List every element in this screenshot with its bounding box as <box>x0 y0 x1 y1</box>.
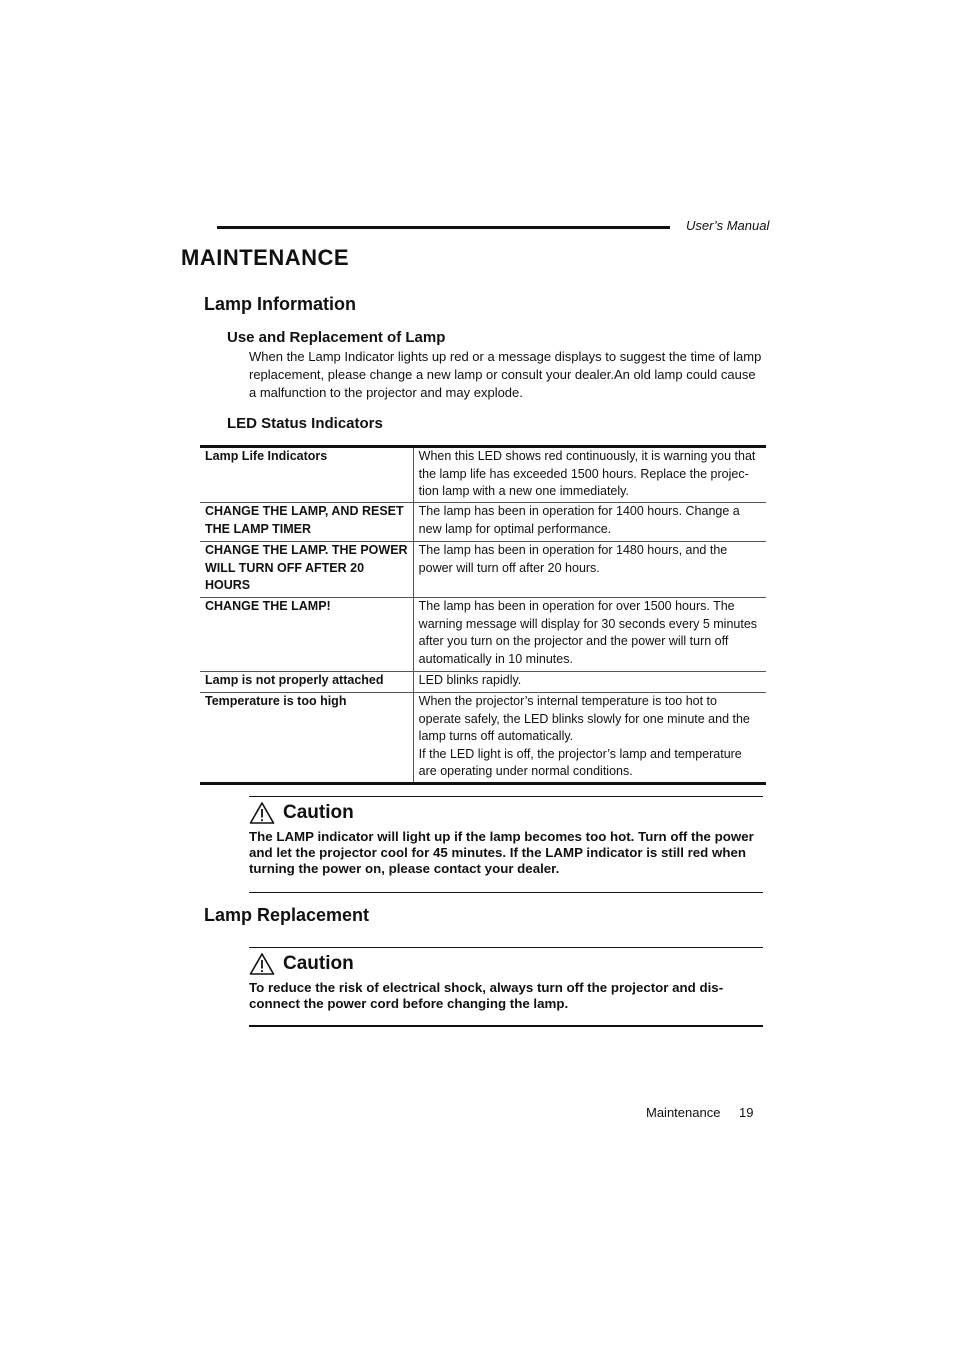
caution-text: The LAMP indicator will light up if the lamp becomes too hot. Turn off the power and let the projector cool for 45 minutes. If the LAMP indicator is still red when turning the power on, please contact your dealer. <box>249 829 754 876</box>
row-label: Lamp is not properly attached <box>200 672 413 693</box>
row-label: CHANGE THE LAMP. THE POWER WILL TURN OFF AFTER 20 HOURS <box>200 542 413 598</box>
warning-triangle-icon <box>249 952 275 976</box>
subheading-use-replacement: Use and Replacement of Lamp <box>227 329 446 346</box>
row-description: The lamp has been in operation for 1400 hours. Change a new lamp for optimal performance. <box>413 503 766 542</box>
row-description <box>413 693 766 784</box>
warning-triangle-icon <box>249 801 275 825</box>
section-heading-lamp-information: Lamp Information <box>204 294 356 314</box>
caution-title: Caution <box>283 953 354 974</box>
caution-text: To reduce the risk of electrical shock, always turn off the projector and dis-connect the power cord before changing the lamp. <box>249 980 724 1011</box>
table-row <box>200 542 766 598</box>
row-description: The lamp has been in operation for 1480 hours, and the power will turn off after 20 hours. <box>413 542 766 598</box>
row-label: CHANGE THE LAMP! <box>200 598 413 672</box>
footer-page-number: 19 <box>739 1105 754 1120</box>
table-row <box>200 447 766 503</box>
caution-title: Caution <box>283 802 354 823</box>
row-description-extra: If the LED light is off, the projector’s lamp and temperature are operating under normal conditions. <box>418 746 742 779</box>
led-status-table <box>200 445 766 785</box>
section-heading-lamp-replacement: Lamp Replacement <box>204 905 370 925</box>
table-row <box>200 503 766 542</box>
table-row <box>200 598 766 672</box>
footer-section-label: Maintenance <box>646 1105 721 1120</box>
page-title: MAINTENANCE <box>181 245 350 270</box>
row-description: LED blinks rapidly. <box>413 672 766 693</box>
row-description: When this LED shows red continuously, it is warning you that the lamp life has exceeded 1500 hours. Replace the projec-tion lamp with a new one immediately. <box>418 449 756 499</box>
row-label: Lamp Life Indicators <box>200 447 413 503</box>
row-label: Temperature is too high <box>200 693 413 784</box>
subheading-led-status: LED Status Indicators <box>227 415 383 432</box>
table-row <box>200 693 766 784</box>
caution-header <box>249 801 763 825</box>
row-description: The lamp has been in operation for over 1500 hours. The warning message will display for 30 seconds every 5 minutes after you turn on the projector and the power will turn off automatically in 10 minutes. <box>413 598 766 672</box>
row-description-main: When the projector’s internal temperature is too hot to operate safely, the LED blinks slowly for one minute and the lamp turns off automatically. <box>418 694 750 744</box>
use-replacement-paragraph: When the Lamp Indicator lights up red or a message displays to suggest the time of lamp replacement, please change a new lamp or consult your dealer.An old lamp could cause a malfunction to the projector and may explode. <box>249 349 762 400</box>
caution-header <box>249 952 763 976</box>
row-label: CHANGE THE LAMP, AND RESET THE LAMP TIMER <box>200 503 413 542</box>
caution-box-electrical-shock <box>249 947 763 1027</box>
header-rule <box>217 226 670 229</box>
header-manual-label: User’s Manual <box>686 218 770 233</box>
table-row <box>200 672 766 693</box>
caution-box-lamp-hot <box>249 796 763 893</box>
